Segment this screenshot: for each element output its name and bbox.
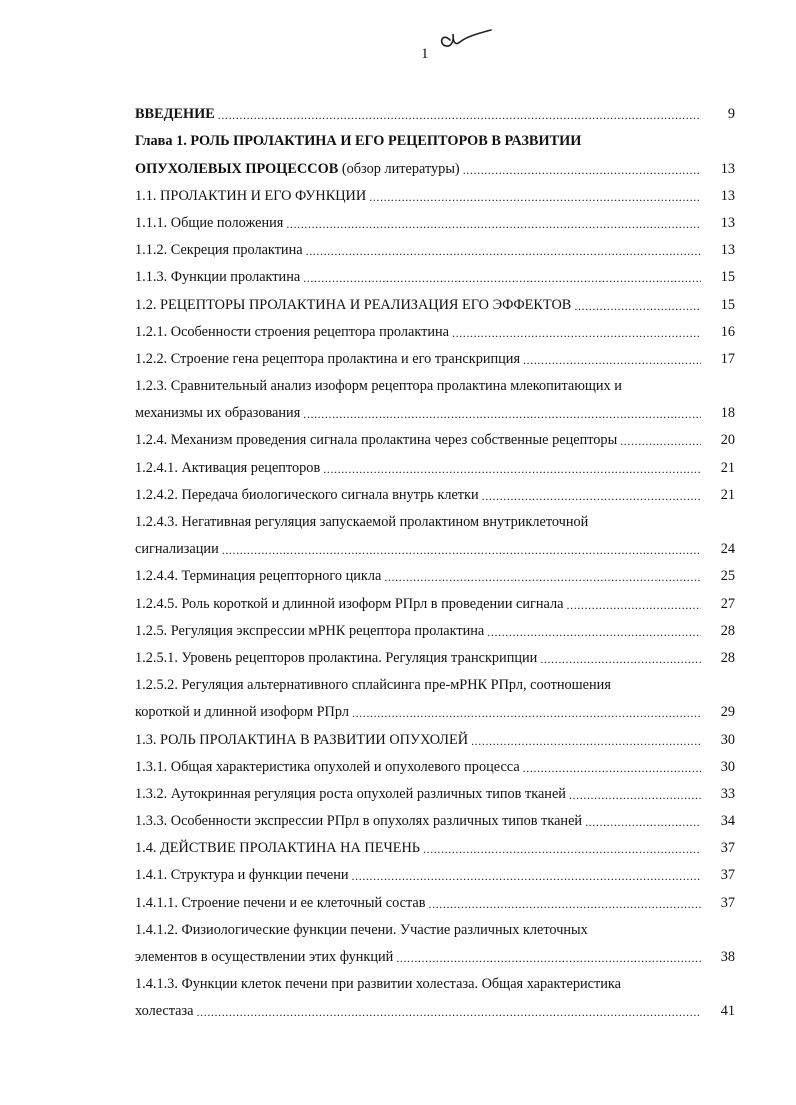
dot-leader xyxy=(523,352,701,368)
toc-entry-title: 1.2.2. Строение гена рецептора пролактина и его транскрипция xyxy=(135,350,521,367)
dot-leader xyxy=(463,162,701,178)
toc-page-number: 21 xyxy=(720,486,735,503)
toc-entry xyxy=(135,123,735,150)
dot-leader xyxy=(569,787,701,803)
toc-entry-title: 1.1.3. Функции пролактина xyxy=(135,269,301,286)
dot-leader xyxy=(352,705,701,721)
toc-entry xyxy=(135,830,735,857)
toc-page-number: 15 xyxy=(720,269,735,286)
dot-leader xyxy=(487,624,701,640)
dot-leader xyxy=(306,243,701,259)
toc-entry-title: 1.3.2. Аутокринная регуляция роста опухолей различных типов тканей xyxy=(135,785,566,802)
toc-page-number: 37 xyxy=(720,840,735,857)
toc-entry xyxy=(135,205,735,232)
toc-entry-title: холестаза xyxy=(135,1003,194,1020)
dot-leader xyxy=(218,107,701,123)
toc-page-number: 30 xyxy=(720,758,735,775)
toc-entry xyxy=(135,640,735,667)
toc-entry-title: Глава 1. РОЛЬ ПРОЛАКТИНА И ЕГО РЕЦЕПТОРОВ В РАЗВИТИИ xyxy=(135,133,582,150)
toc-entry-title: 1.2.1. Особенности строения рецептора пролактина xyxy=(135,323,449,340)
toc-page-number: 15 xyxy=(720,296,735,313)
toc-page-number: 13 xyxy=(720,160,735,177)
toc-entry xyxy=(135,531,735,558)
dot-leader xyxy=(567,597,701,613)
dot-leader xyxy=(303,406,701,422)
toc-entry xyxy=(135,314,735,341)
toc-entry-title: 1.4.1.3. Функции клеток печени при развитии холестаза. Общая характеристика xyxy=(135,976,621,993)
toc-entry xyxy=(135,966,735,993)
toc-entry-title: 1.2.4.4. Терминация рецепторного цикла xyxy=(135,568,382,585)
toc-page-number: 13 xyxy=(720,187,735,204)
toc-page-number: 37 xyxy=(720,867,735,884)
dot-leader xyxy=(482,488,701,504)
toc-entry xyxy=(135,449,735,476)
toc-entry-title: короткой и длинной изоформ РПрл xyxy=(135,704,349,721)
dot-leader xyxy=(423,841,701,857)
toc-entry xyxy=(135,803,735,830)
toc-entry xyxy=(135,912,735,939)
dot-leader xyxy=(396,950,701,966)
toc-page-number: 33 xyxy=(720,785,735,802)
toc-page-number: 17 xyxy=(720,350,735,367)
toc-entry-title: элементов в осуществлении этих функций xyxy=(135,949,394,965)
dot-leader xyxy=(452,325,701,341)
toc-page-number: 18 xyxy=(720,405,735,422)
toc-entry xyxy=(135,613,735,640)
dot-leader xyxy=(471,733,701,749)
toc-entry xyxy=(135,939,735,966)
dot-leader xyxy=(523,760,701,776)
toc-page-number: 25 xyxy=(720,568,735,585)
toc-page-number: 21 xyxy=(720,459,735,476)
dot-leader xyxy=(303,270,701,286)
toc-entry xyxy=(135,232,735,259)
toc-entry xyxy=(135,178,735,205)
toc-entry xyxy=(135,286,735,313)
toc-page-number: 29 xyxy=(720,704,735,721)
toc-entry-title: 1.2.5.2. Регуляция альтернативного сплайсинга пре-мРНК РПрл, соотношения xyxy=(135,677,611,694)
dot-leader xyxy=(585,814,701,830)
toc-entry xyxy=(135,884,735,911)
toc-entry xyxy=(135,368,735,395)
toc-entry-title: ОПУХОЛЕВЫХ ПРОЦЕССОВ (обзор литературы) xyxy=(135,160,460,177)
toc-entry-title: 1.4.1.1. Строение печени и ее клеточный состав xyxy=(135,894,426,911)
dot-leader xyxy=(384,569,701,585)
toc-page-number: 27 xyxy=(720,595,735,612)
toc-page-number: 13 xyxy=(720,214,735,231)
toc-entry-title: 1.2.3. Сравнительный анализ изоформ рецептора пролактина млекопитающих и xyxy=(135,378,622,395)
page-number: 1 xyxy=(421,46,429,62)
dot-leader xyxy=(286,216,701,232)
toc-page-number: 20 xyxy=(720,432,735,449)
toc-entry xyxy=(135,150,735,177)
toc-entry-title: 1.2.4.2. Передача биологического сигнала внутрь клетки xyxy=(135,486,479,503)
toc-page-number: 38 xyxy=(720,949,735,965)
toc-entry xyxy=(135,477,735,504)
toc-page-number: 30 xyxy=(720,731,735,748)
toc-entry xyxy=(135,749,735,776)
toc-page-number: 13 xyxy=(720,242,735,259)
dot-leader xyxy=(323,461,701,477)
toc-page-number: 37 xyxy=(720,894,735,911)
toc-entry xyxy=(135,422,735,449)
toc-entry-title: 1.3. РОЛЬ ПРОЛАКТИНА В РАЗВИТИИ ОПУХОЛЕЙ xyxy=(135,731,469,748)
toc-entry-title: 1.4.1.2. Физиологические функции печени. Участие различных клеточных xyxy=(135,921,588,938)
toc-entry-title: 1.3.1. Общая характеристика опухолей и опухолевого процесса xyxy=(135,758,520,775)
toc-entry-title: 1.2.4. Механизм проведения сигнала пролактина через собственные рецепторы xyxy=(135,432,618,449)
toc-page-number: 16 xyxy=(720,323,735,340)
dot-leader xyxy=(540,651,701,667)
dot-leader xyxy=(369,189,701,205)
toc-page-number: 41 xyxy=(720,1003,735,1020)
toc-page-number: 9 xyxy=(727,106,735,123)
toc-entry-title: 1.1.2. Секреция пролактина xyxy=(135,242,303,259)
toc-entry xyxy=(135,993,735,1020)
toc-entry xyxy=(135,259,735,286)
toc-entry-title: 1.3.3. Особенности экспрессии РПрл в опухолях различных типов тканей xyxy=(135,813,583,830)
dot-leader xyxy=(574,298,701,314)
toc-entry-title: сигнализации xyxy=(135,541,219,558)
toc-entry-title: 1.4.1. Структура и функции печени xyxy=(135,867,349,884)
toc-entry-title: 1.2.5.1. Уровень рецепторов пролактина. Регуляция транскрипции xyxy=(135,649,538,666)
dot-leader xyxy=(428,896,701,912)
toc-entry xyxy=(135,504,735,531)
toc-entry-title: 1.2.4.3. Негативная регуляция запускаемой пролактином внутриклеточной xyxy=(135,514,589,530)
toc-page-number: 28 xyxy=(720,622,735,639)
toc-entry-title: 1.1. ПРОЛАКТИН И ЕГО ФУНКЦИИ xyxy=(135,187,367,204)
toc-entry xyxy=(135,667,735,694)
toc-entry xyxy=(135,776,735,803)
dot-leader xyxy=(352,868,701,884)
dot-leader xyxy=(620,433,701,449)
toc-entry xyxy=(135,585,735,612)
toc-entry-title: 1.4. ДЕЙСТВИЕ ПРОЛАКТИНА НА ПЕЧЕНЬ xyxy=(135,840,421,857)
toc-entry xyxy=(135,721,735,748)
toc-page-number: 28 xyxy=(720,649,735,666)
toc-page-number: 24 xyxy=(720,541,735,558)
toc-entry-title: 1.2.5. Регуляция экспрессии мРНК рецептора пролактина xyxy=(135,622,485,639)
toc-entry-title: 1.1.1. Общие положения xyxy=(135,214,284,231)
toc-entry xyxy=(135,558,735,585)
dot-leader xyxy=(222,542,701,558)
toc-entry xyxy=(135,96,735,123)
toc-entry-title: 1.2.4.5. Роль короткой и длинной изоформ РПрл в проведении сигнала xyxy=(135,595,564,612)
toc-entry-title: механизмы их образования xyxy=(135,405,301,422)
toc-page-number: 34 xyxy=(720,813,735,830)
toc-entry xyxy=(135,857,735,884)
toc-entry-title: 1.2. РЕЦЕПТОРЫ ПРОЛАКТИНА И РЕАЛИЗАЦИЯ ЕГО ЭФФЕКТОВ xyxy=(135,296,572,313)
toc-entry-title: 1.2.4.1. Активация рецепторов xyxy=(135,459,321,476)
toc-entry xyxy=(135,694,735,721)
toc-entry-title: ВВЕДЕНИЕ xyxy=(135,106,215,123)
toc-entry xyxy=(135,395,735,422)
handwritten-signature xyxy=(436,22,496,52)
table-of-contents xyxy=(135,96,735,1020)
dot-leader xyxy=(197,1004,701,1020)
toc-entry xyxy=(135,341,735,368)
